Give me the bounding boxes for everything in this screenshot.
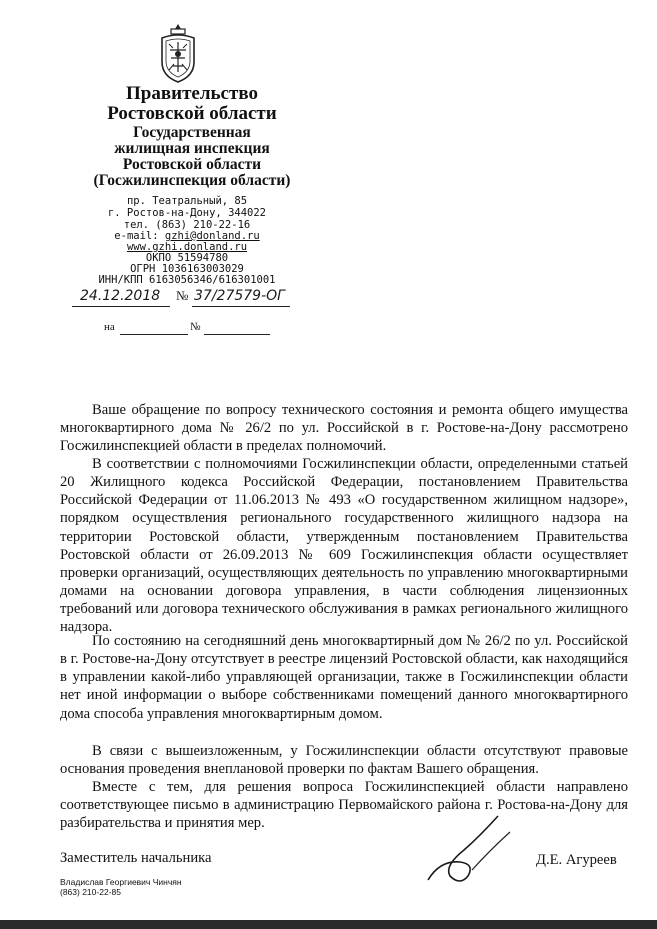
email-label: e-mail: xyxy=(114,230,165,242)
paragraph-3-text: По состоянию на сегодняшний день многоквартирный дом № 26/2 по ул. Российской в г. Ростове-на-Дону отсутствует в реестре лицензий Ростовской области, как находящийся в управлении какой-либо управляющей организации, также в Госжилинспекции области нет иной информации о выборе собственниками помещений данного многоквартирного дома способа управления многоквартирным домом. xyxy=(60,633,628,722)
registration-number: 37/27579-ОГ xyxy=(194,288,285,304)
executor-name: Владислав Георгиевич Чинчян xyxy=(60,877,182,887)
inn-kpp-code: ИНН/КПП 6163056346/616301001 xyxy=(98,274,276,286)
registration-date: 24.12.2018 xyxy=(80,288,161,304)
inspection-line-3: Ростовской области xyxy=(122,156,262,173)
website-link[interactable]: www.gzhi.donland.ru xyxy=(126,241,248,253)
inspection-line-2: жилищная инспекция xyxy=(114,140,270,157)
reference-number-label: № xyxy=(190,321,201,333)
reference-number-line xyxy=(204,334,270,335)
government-region: Ростовской области xyxy=(107,103,277,124)
reference-date-line xyxy=(120,334,188,335)
executor-phone: (863) 210-22-85 xyxy=(60,887,121,897)
registration-row xyxy=(70,288,320,310)
address-street: пр. Театральный, 85 xyxy=(126,195,248,207)
scan-bottom-edge xyxy=(0,920,657,929)
phone-number: тел. (863) 210-22-16 xyxy=(123,219,251,231)
okpo-code: ОКПО 51594780 xyxy=(145,252,229,264)
paragraph-5-text: Вместе с тем, для решения вопроса Госжилинспекцией области направлено соответствующее письмо в администрацию Первомайского района г. Ростова-на-Дону для разбирательства и принятия мер. xyxy=(60,779,628,832)
email-link[interactable]: gzhi@donland.ru xyxy=(164,230,260,242)
number-underline xyxy=(192,306,290,307)
paragraph-3 xyxy=(60,632,628,723)
signer-title: Заместитель начальника xyxy=(60,850,212,866)
paragraph-2 xyxy=(60,455,628,637)
reference-on-label: на xyxy=(104,321,115,333)
paragraph-4 xyxy=(60,742,628,778)
paragraph-5 xyxy=(60,778,628,832)
inspection-line-4: (Госжилинспекция области) xyxy=(93,172,291,189)
government-title: Правительство xyxy=(126,83,258,104)
handwritten-signature xyxy=(420,810,530,890)
paragraph-4-text: В связи с вышеизложенным, у Госжилинспекции области отсутствуют правовые основания проведения внеплановой проверки по фактам Вашего обращения. xyxy=(60,743,628,778)
inspection-line-1: Государственная xyxy=(133,124,251,141)
paragraph-2-text: В соответствии с полномочиями Госжилинспекции области, определенными статьей 20 Жилищного кодекса Российской Федерации, постановлением Правительства Российской Федерации от 11.06.2013 № 493 «О государственном жилищном надзоре», порядком осуществления регионального государственного жилищного надзора на территории Ростовской области, утвержденным постановлением Правительства Ростовской области от 26.09.2013 № 609 Госжилинспекция области осуществляет проверки организаций, осуществляющих деятельность по управлению многоквартирными домами на основании договора управления, в части соблюдения лицензионных требований или договора технического обслуживания в рамках регионального жилищного надзора. xyxy=(60,456,628,636)
reference-row xyxy=(90,318,300,338)
date-underline xyxy=(72,306,170,307)
address-city: г. Ростов-на-Дону, 344022 xyxy=(107,207,267,219)
ogrn-code: ОГРН 1036163003029 xyxy=(130,263,244,275)
registration-number-label: № xyxy=(176,288,189,303)
paragraph-1 xyxy=(60,401,628,455)
coat-of-arms-emblem xyxy=(157,22,199,84)
signer-name: Д.Е. Агуреев xyxy=(536,852,617,868)
paragraph-1-text: Ваше обращение по вопросу технического состояния и ремонта общего имущества многоквартирного дома № 26/2 по ул. Российской в г. Ростове-на-Дону рассмотрено Госжилинспекцией области в пределах полномочий. xyxy=(60,402,628,455)
